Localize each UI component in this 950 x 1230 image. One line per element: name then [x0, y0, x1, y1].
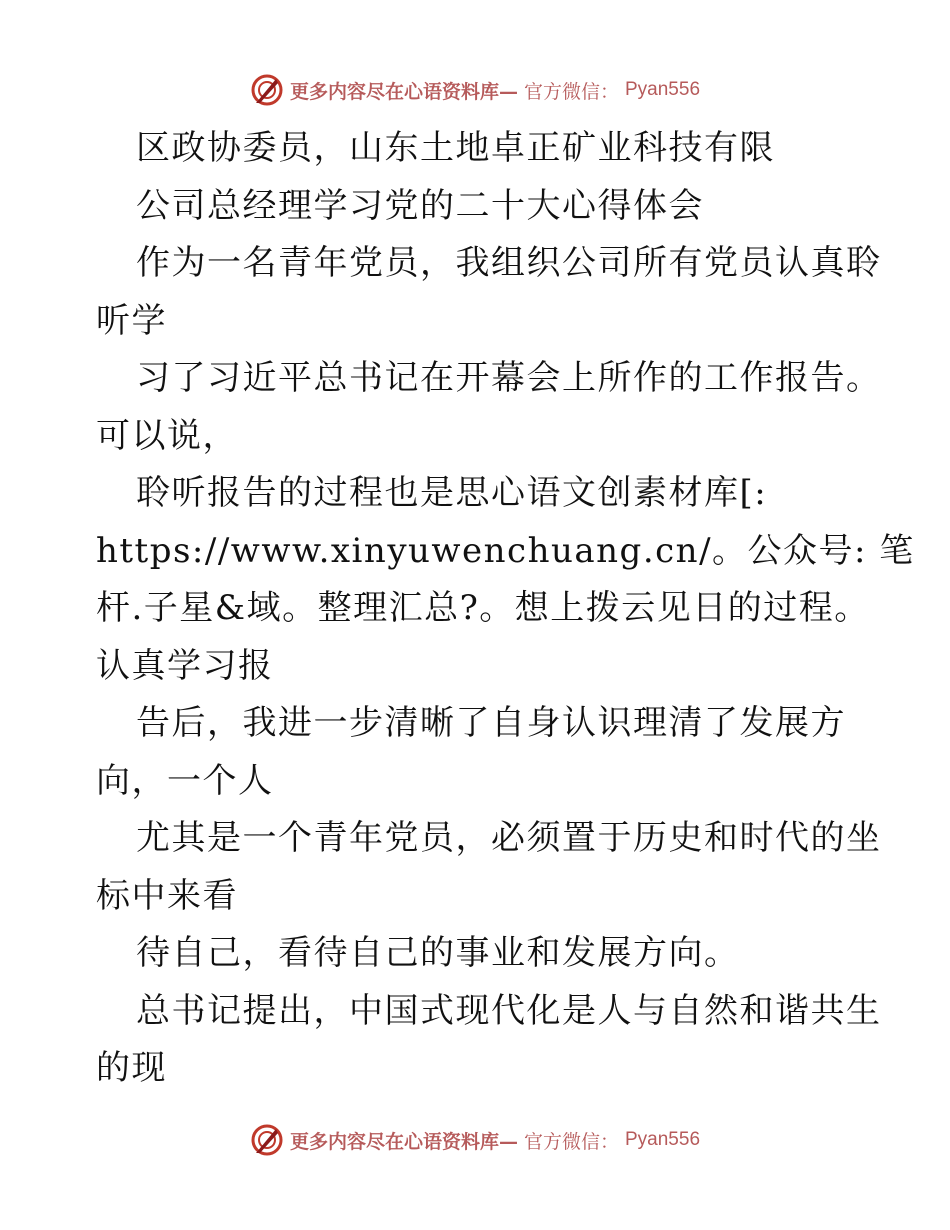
body-line: https://www.xinyuwenchuang.cn/。公众号: 笔 — [96, 530, 915, 571]
footer-banner — [0, 1120, 950, 1160]
header-wechat-id: Pyan556 — [625, 79, 701, 100]
body-line: 尤其是一个青年党员，必须置于历史和时代的坐 — [136, 818, 882, 858]
body-line: 可以说， — [96, 415, 238, 456]
body-line: 总书记提出，中国式现代化是人与自然和谐共生 — [136, 990, 882, 1031]
footer-wechat-label: 官方微信： — [523, 1130, 619, 1153]
body-line: 的现 — [96, 1048, 167, 1088]
body-line: 待自己，看待自己的事业和发展方向。 — [136, 933, 740, 973]
body-line: 告后，我进一步清晰了自身认识理清了发展方 — [136, 703, 846, 743]
body-line: 区政协委员，山东土地卓正矿业科技有限 — [136, 128, 775, 168]
body-line: 认真学习报 — [96, 645, 274, 686]
feather-logo-icon — [250, 73, 284, 107]
header-promo-text: 更多内容尽在心语资料库— — [289, 80, 518, 103]
body-line: 听学 — [96, 300, 167, 341]
body-line: 杆.子星&域。整理汇总?。想上拨云见日的过程。 — [96, 588, 870, 628]
body-line: 作为一名青年党员，我组织公司所有党员认真聆 — [136, 243, 882, 283]
body-line: 公司总经理学习党的二十大心得体会 — [136, 185, 704, 226]
header-banner — [0, 70, 950, 110]
body-line: 聆听报告的过程也是思心语文创素材库[: — [136, 473, 768, 513]
footer-promo-text: 更多内容尽在心语资料库— — [289, 1130, 518, 1153]
body-line: 标中来看 — [96, 875, 238, 916]
body-line: 向，一个人 — [96, 760, 274, 801]
document-body — [96, 120, 915, 1098]
footer-wechat-id: Pyan556 — [625, 1129, 701, 1150]
body-line: 习了习近平总书记在开幕会上所作的工作报告。 — [136, 358, 882, 398]
feather-logo-icon — [250, 1123, 284, 1157]
header-wechat-label: 官方微信： — [523, 80, 619, 103]
